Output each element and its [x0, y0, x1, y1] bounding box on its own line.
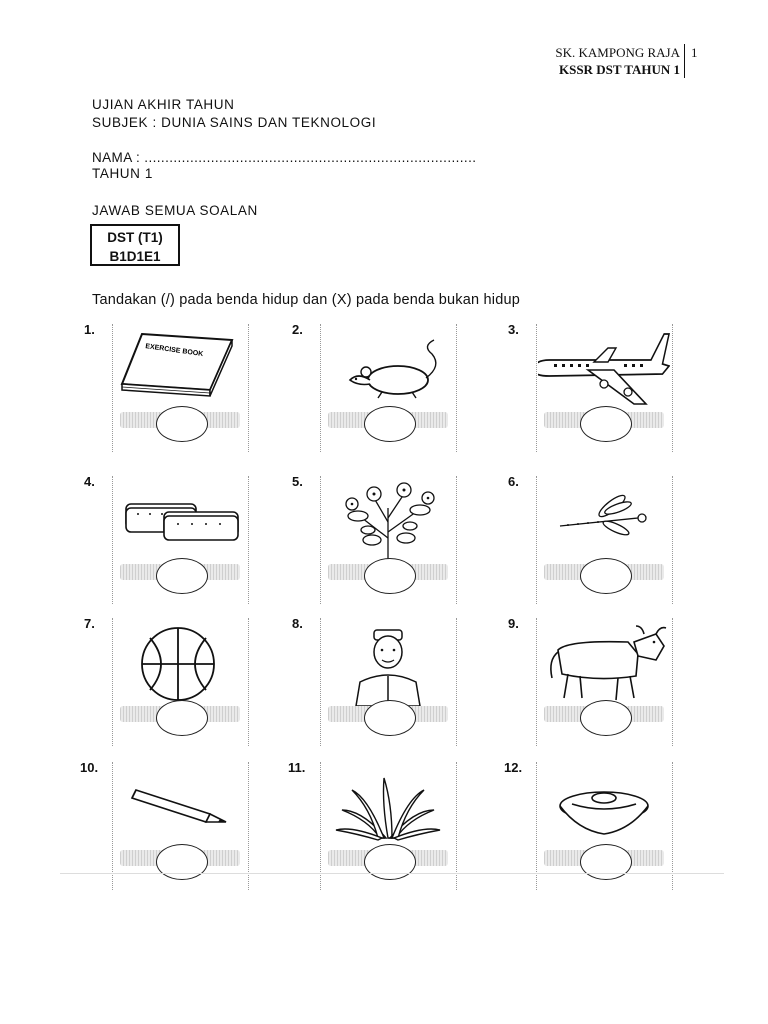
pencil-icon [114, 764, 246, 850]
year-label: TAHUN 1 [92, 166, 153, 181]
instruction: Tandakan (/) pada benda hidup dan (X) pada benda bukan hidup [92, 292, 520, 308]
header-subtitle: KSSR DST TAHUN 1 [558, 62, 680, 77]
airplane-icon [538, 326, 670, 412]
question-item [84, 322, 284, 452]
question-item [508, 616, 708, 746]
question-number: 3. [508, 322, 519, 337]
ball-icon [114, 620, 246, 706]
code-line-1: DST (T1) [107, 230, 163, 245]
question-number: 2. [292, 322, 303, 337]
exam-subject: SUBJEK : DUNIA SAINS DAN TEKNOLOGI [92, 115, 377, 130]
boy-icon [322, 620, 454, 706]
book-label: EXERCISE BOOK [144, 342, 204, 359]
answer-oval[interactable] [156, 700, 208, 736]
answer-oval[interactable] [364, 700, 416, 736]
question-number: 9. [508, 616, 519, 631]
exam-info [92, 96, 376, 132]
answer-oval[interactable] [156, 844, 208, 880]
question-number: 10. [80, 760, 99, 775]
spinning-top-icon [538, 764, 670, 850]
question-number: 7. [84, 616, 95, 631]
header-school-block [555, 44, 680, 78]
question-number: 6. [508, 474, 519, 489]
question-item [288, 760, 488, 890]
answer-oval[interactable] [580, 700, 632, 736]
answer-oval[interactable] [364, 406, 416, 442]
question-number: 4. [84, 474, 95, 489]
grass-icon [322, 764, 454, 850]
question-number: 5. [292, 474, 303, 489]
question-item [292, 616, 492, 746]
exam-code-box [90, 224, 180, 266]
name-field: NAMA : ................................................................................ [92, 150, 477, 165]
answer-oval[interactable] [364, 558, 416, 594]
answer-all-label: JAWAB SEMUA SOALAN [92, 203, 258, 218]
question-item [292, 474, 492, 604]
question-number: 12. [504, 760, 523, 775]
question-number: 1. [84, 322, 95, 337]
question-item [84, 474, 284, 604]
answer-oval[interactable] [156, 406, 208, 442]
question-item [504, 760, 704, 890]
dragonfly-icon [538, 478, 670, 564]
cow-icon [538, 620, 670, 706]
answer-oval[interactable] [364, 844, 416, 880]
answer-oval[interactable] [580, 558, 632, 594]
exam-title: UJIAN AKHIR TAHUN [92, 97, 235, 112]
question-number: 8. [292, 616, 303, 631]
answer-oval[interactable] [580, 406, 632, 442]
code-line-2: B1D1E1 [109, 249, 161, 264]
flowering-plant-icon [322, 478, 454, 564]
exercise-book-icon [114, 326, 246, 412]
school-name: SK. KAMPONG RAJA [555, 45, 680, 60]
divider [60, 873, 724, 874]
question-item [292, 322, 492, 452]
answer-oval[interactable] [156, 558, 208, 594]
question-item [508, 474, 708, 604]
page-number: 1 [684, 44, 698, 78]
mouse-icon [322, 326, 454, 412]
question-number: 11. [288, 760, 306, 775]
biscuits-icon [114, 478, 246, 564]
question-item [508, 322, 708, 452]
question-item [84, 616, 284, 746]
question-item [80, 760, 280, 890]
answer-oval[interactable] [580, 844, 632, 880]
